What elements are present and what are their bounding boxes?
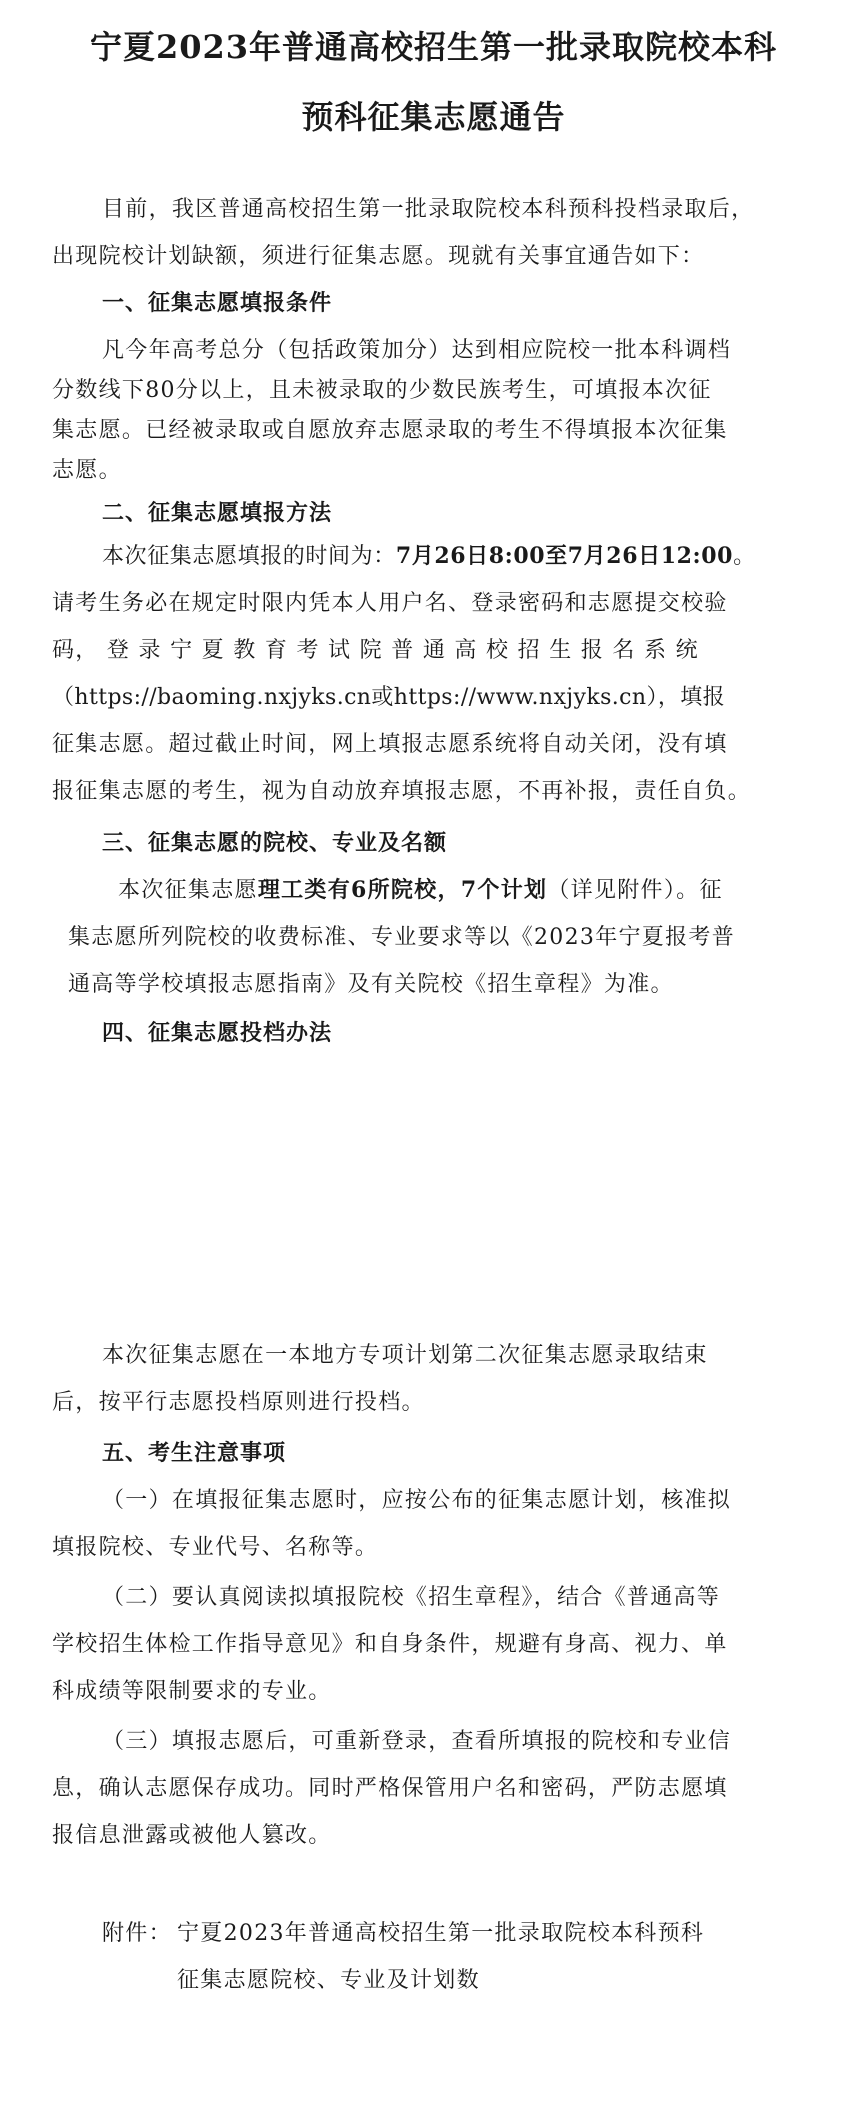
paragraph-line: 请考生务必在规定时限内凭本人用户名、登录密码和志愿提交校验 <box>52 591 728 616</box>
intro-line: 出现院校计划缺额，须进行征集志愿。现就有关事宜通告如下： <box>52 244 705 269</box>
paragraph-line: 志愿。 <box>52 458 122 483</box>
page-title: 宁夏2023年普通高校招生第一批录取院校本科 <box>89 28 778 66</box>
paragraph-line: 集志愿。已经被录取或自愿放弃志愿录取的考生不得填报本次征集 <box>52 418 728 443</box>
attachment-title-line2: 征集志愿院校、专业及计划数 <box>177 1968 480 1993</box>
paragraph-line: （二）要认真阅读拟填报院校《招生章程》，结合《普通高等 <box>102 1585 721 1610</box>
paragraph-line: 征集志愿。超过截止时间，网上填报志愿系统将自动关闭，没有填 <box>52 732 728 757</box>
paragraph-line <box>102 539 756 570</box>
section-heading-1: 一、征集志愿填报条件 <box>102 291 333 316</box>
paragraph-line: 码， 登 录 宁 夏 教 育 考 试 院 普 通 高 校 招 生 报 名 系 统 <box>52 638 699 663</box>
paragraph-line: 填报院校、专业代号、名称等。 <box>52 1535 379 1560</box>
paragraph-line: 本次征集志愿在一本地方专项计划第二次征集志愿录取结束 <box>102 1343 708 1368</box>
section-heading-4: 四、征集志愿投档办法 <box>102 1021 333 1046</box>
paragraph-line: 息，确认志愿保存成功。同时严格保管用户名和密码，严防志愿填 <box>52 1776 728 1801</box>
paragraph-line: 后，按平行志愿投档原则进行投档。 <box>52 1390 425 1415</box>
paragraph-line: （一）在填报征集志愿时，应按公布的征集志愿计划，核准拟 <box>102 1488 732 1513</box>
attachment-title: 宁夏2023年普通高校招生第一批录取院校本科预科 <box>177 1921 705 1946</box>
text-fragment: 本次征集志愿 <box>118 878 258 903</box>
paragraph-line <box>118 873 723 904</box>
paragraph-line: 集志愿所列院校的收费标准、专业要求等以《2023年宁夏报考普 <box>68 925 735 950</box>
text-fragment: （详见附件）。征 <box>547 878 723 903</box>
text-fragment: 本次征集志愿填报的时间为： <box>102 544 396 569</box>
plan-count: 理工类有6所院校，7个计划 <box>257 877 548 903</box>
paragraph-line: 报征集志愿的考生，视为自动放弃填报志愿，不再补报，责任自负。 <box>52 779 752 804</box>
paragraph-line: 科成绩等限制要求的专业。 <box>52 1679 332 1704</box>
paragraph-line: （https://baoming.nxjyks.cn或https://www.nxjyks.cn），填报 <box>52 685 726 710</box>
deadline-time: 7月26日8:00至7月26日12:00 <box>395 543 734 569</box>
paragraph-line: 学校招生体检工作指导意见》和自身条件，规避有身高、视力、单 <box>52 1632 728 1657</box>
paragraph-line: 分数线下80分以上，且未被录取的少数民族考生，可填报本次征 <box>52 378 712 403</box>
intro-line: 目前，我区普通高校招生第一批录取院校本科预科投档录取后， <box>102 197 755 222</box>
section-heading-5: 五、考生注意事项 <box>102 1441 287 1466</box>
section-heading-3: 三、征集志愿的院校、专业及名额 <box>102 831 448 856</box>
page-title-line2: 预科征集志愿通告 <box>301 98 566 136</box>
paragraph-line: 凡今年高考总分（包括政策加分）达到相应院校一批本科调档 <box>102 338 732 363</box>
text-fragment: 。 <box>733 544 756 569</box>
paragraph-line: 通高等学校填报志愿指南》及有关院校《招生章程》为准。 <box>68 972 674 997</box>
section-heading-2: 二、征集志愿填报方法 <box>102 501 333 526</box>
paragraph-line: 报信息泄露或被他人篡改。 <box>52 1823 332 1848</box>
paragraph-line: （三）填报志愿后，可重新登录，查看所填报的院校和专业信 <box>102 1729 732 1754</box>
attachment-label: 附件： <box>102 1921 172 1946</box>
